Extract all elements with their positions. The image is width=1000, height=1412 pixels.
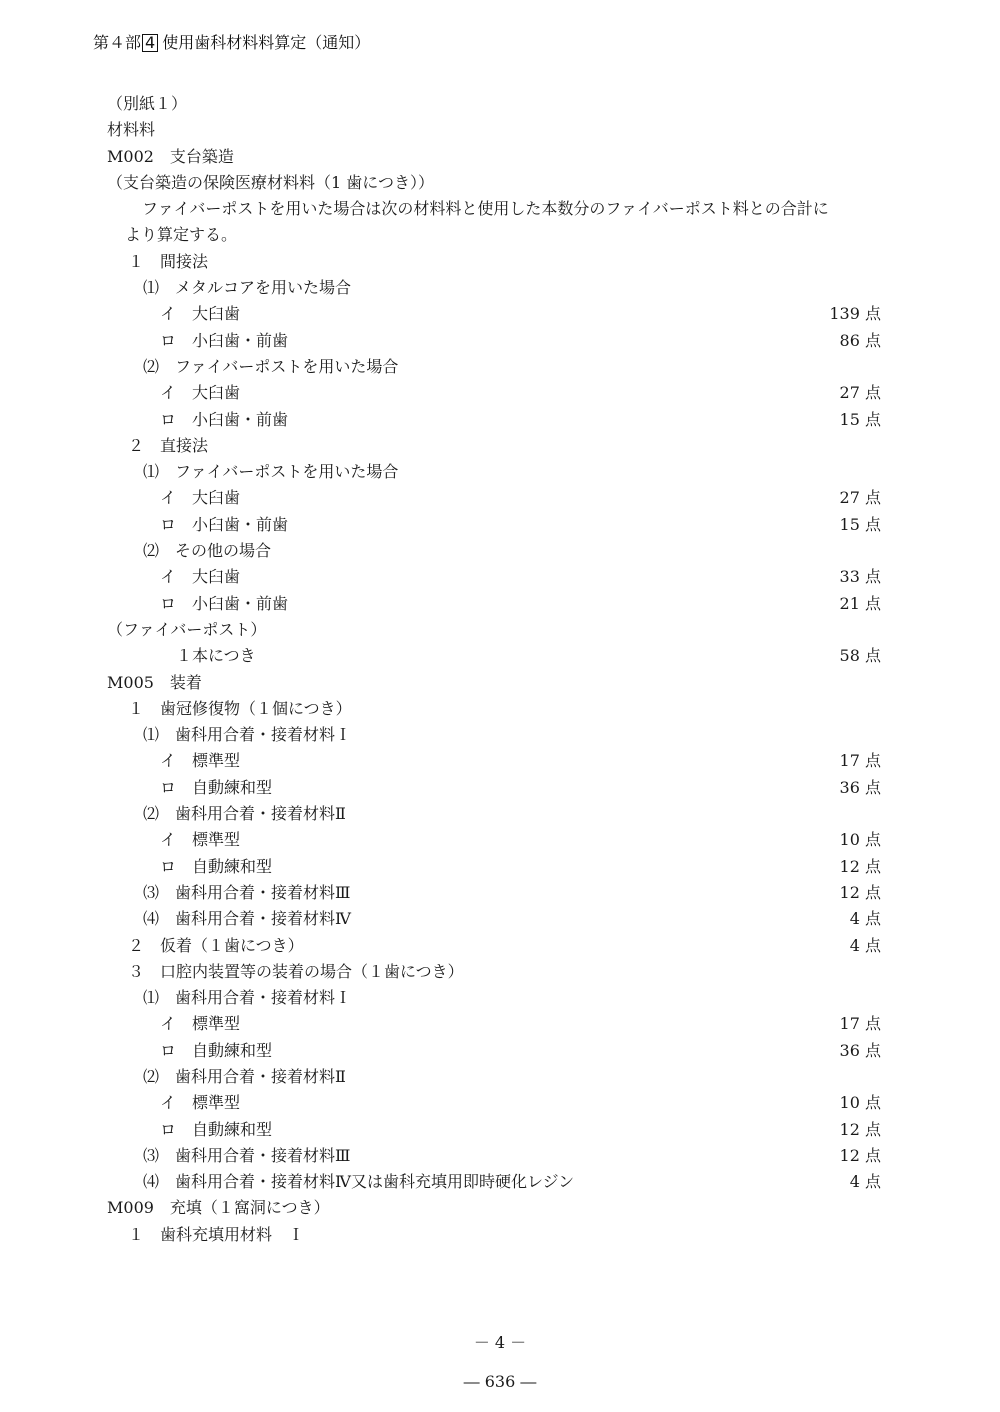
line-text: ⑴ ファイバーポストを用いた場合 bbox=[143, 462, 399, 482]
document-line bbox=[0, 722, 1000, 748]
document-line bbox=[0, 748, 1000, 774]
document-line bbox=[0, 328, 1000, 354]
line-points: 12 点 bbox=[839, 856, 881, 876]
line-text: （ファイバーポスト） bbox=[107, 619, 267, 639]
line-points: 17 点 bbox=[839, 751, 881, 771]
line-text: ２ 仮着（１歯につき） bbox=[128, 935, 304, 955]
document-line bbox=[0, 591, 1000, 617]
line-text: イ 大臼歯 bbox=[160, 567, 241, 587]
document-line bbox=[0, 1195, 1000, 1221]
line-points: 139 点 bbox=[829, 304, 881, 324]
document-line bbox=[0, 354, 1000, 380]
line-points: 36 点 bbox=[839, 777, 881, 797]
document-line bbox=[0, 1222, 1000, 1248]
document-line bbox=[0, 91, 1000, 117]
document-line bbox=[0, 144, 1000, 170]
line-text: ⑵ ファイバーポストを用いた場合 bbox=[143, 356, 399, 376]
line-points: 12 点 bbox=[839, 1145, 881, 1165]
line-points: 10 点 bbox=[839, 1093, 881, 1113]
line-points: 21 点 bbox=[839, 593, 881, 613]
line-text: ⑶ 歯科用合着・接着材料Ⅲ bbox=[143, 1145, 351, 1165]
line-text: イ 大臼歯 bbox=[160, 383, 241, 403]
line-text: ロ 自動練和型 bbox=[160, 1040, 273, 1060]
document-line bbox=[0, 1064, 1000, 1090]
document-line bbox=[0, 1038, 1000, 1064]
line-text: 材料料 bbox=[107, 120, 156, 140]
line-text: イ 標準型 bbox=[160, 830, 241, 850]
page-number: － 4 － bbox=[473, 1333, 527, 1352]
line-text: １ 歯冠修復物（１個につき） bbox=[128, 698, 352, 718]
document-line bbox=[0, 222, 1000, 248]
total-page-number: ― 636 ― bbox=[463, 1372, 537, 1391]
line-text: イ 大臼歯 bbox=[160, 304, 241, 324]
document-line bbox=[0, 433, 1000, 459]
document-line bbox=[0, 301, 1000, 327]
line-text: （別紙１） bbox=[107, 94, 188, 113]
line-text: イ 標準型 bbox=[160, 751, 241, 771]
document-line bbox=[0, 696, 1000, 722]
line-text: ロ 小臼歯・前歯 bbox=[160, 593, 289, 613]
header-box-number: 4 bbox=[142, 34, 158, 52]
line-text: より算定する。 bbox=[125, 225, 238, 245]
line-points: 4 点 bbox=[849, 909, 881, 929]
line-points: 27 点 bbox=[839, 488, 881, 508]
document-line bbox=[0, 959, 1000, 985]
document-line bbox=[0, 880, 1000, 906]
line-text: ⑶ 歯科用合着・接着材料Ⅲ bbox=[143, 882, 351, 902]
line-text: ロ 小臼歯・前歯 bbox=[160, 514, 289, 534]
document-line bbox=[0, 801, 1000, 827]
line-text: ⑷ 歯科用合着・接着材料Ⅳ又は歯科充填用即時硬化レジン bbox=[143, 1172, 575, 1192]
line-text: ロ 自動練和型 bbox=[160, 777, 273, 797]
document-line bbox=[0, 380, 1000, 406]
line-text: ⑷ 歯科用合着・接着材料Ⅳ bbox=[143, 909, 351, 929]
line-text: ロ 自動練和型 bbox=[160, 1119, 273, 1139]
line-text: ロ 小臼歯・前歯 bbox=[160, 330, 289, 350]
document-line bbox=[0, 459, 1000, 485]
document-line bbox=[0, 827, 1000, 853]
page-header bbox=[93, 30, 370, 53]
document-line bbox=[0, 775, 1000, 801]
document-line bbox=[0, 196, 1000, 222]
line-text: １ 歯科充填用材料 Ｉ bbox=[128, 1224, 305, 1244]
document-line bbox=[0, 1117, 1000, 1143]
line-points: 58 点 bbox=[839, 646, 881, 666]
document-line bbox=[0, 1143, 1000, 1169]
document-line bbox=[0, 670, 1000, 696]
document-line bbox=[0, 985, 1000, 1011]
line-text: １ 間接法 bbox=[128, 251, 209, 271]
line-text: ３ 口腔内装置等の装着の場合（１歯につき） bbox=[128, 961, 464, 981]
line-text: ⑴ 歯科用合着・接着材料Ｉ bbox=[143, 988, 352, 1008]
document-line bbox=[0, 854, 1000, 880]
document-line bbox=[0, 407, 1000, 433]
line-text: M009 充填（１窩洞につき） bbox=[107, 1198, 330, 1218]
line-points: 12 点 bbox=[839, 882, 881, 902]
line-points: 17 点 bbox=[839, 1014, 881, 1034]
line-text: イ 大臼歯 bbox=[160, 488, 241, 508]
document-line bbox=[0, 1169, 1000, 1195]
line-points: 10 点 bbox=[839, 830, 881, 850]
line-points: 4 点 bbox=[849, 935, 881, 955]
document-line bbox=[0, 564, 1000, 590]
line-points: 27 点 bbox=[839, 383, 881, 403]
document-line bbox=[0, 117, 1000, 143]
document-line bbox=[0, 538, 1000, 564]
document-line bbox=[0, 906, 1000, 932]
line-points: 36 点 bbox=[839, 1040, 881, 1060]
header-title: 使用歯科材料料算定（通知） bbox=[162, 33, 371, 52]
line-text: M002 支台築造 bbox=[107, 146, 234, 166]
document-line bbox=[0, 249, 1000, 275]
line-text: ２ 直接法 bbox=[128, 435, 209, 455]
line-text: ⑴ メタルコアを用いた場合 bbox=[143, 278, 352, 298]
document-line bbox=[0, 275, 1000, 301]
document-line bbox=[0, 485, 1000, 511]
document-line bbox=[0, 617, 1000, 643]
line-points: 86 点 bbox=[839, 330, 881, 350]
header-prefix: 第４部 bbox=[93, 33, 142, 52]
line-points: 12 点 bbox=[839, 1119, 881, 1139]
document-line bbox=[0, 933, 1000, 959]
line-text: M005 装着 bbox=[107, 672, 202, 692]
document-line bbox=[0, 1090, 1000, 1116]
line-text: イ 標準型 bbox=[160, 1093, 241, 1113]
line-text: ロ 小臼歯・前歯 bbox=[160, 409, 289, 429]
line-points: 4 点 bbox=[849, 1172, 881, 1192]
line-points: 15 点 bbox=[839, 514, 881, 534]
line-text: ⑵ その他の場合 bbox=[143, 541, 272, 561]
line-points: 15 点 bbox=[839, 409, 881, 429]
line-text: （支台築造の保険医療材料料（1 歯につき）） bbox=[107, 172, 434, 192]
document-line bbox=[0, 1011, 1000, 1037]
document-line bbox=[0, 512, 1000, 538]
line-text: イ 標準型 bbox=[160, 1014, 241, 1034]
line-text: ロ 自動練和型 bbox=[160, 856, 273, 876]
line-text: ファイバーポストを用いた場合は次の材料料と使用した本数分のファイバーポスト料との合計に bbox=[142, 199, 829, 219]
line-points: 33 点 bbox=[839, 567, 881, 587]
line-text: １本につき bbox=[176, 646, 256, 666]
line-text: ⑵ 歯科用合着・接着材料Ⅱ bbox=[143, 1066, 346, 1086]
document-body bbox=[0, 91, 1000, 1248]
line-text: ⑴ 歯科用合着・接着材料Ｉ bbox=[143, 725, 352, 745]
document-line bbox=[0, 643, 1000, 669]
line-text: ⑵ 歯科用合着・接着材料Ⅱ bbox=[143, 804, 346, 824]
document-line bbox=[0, 170, 1000, 196]
